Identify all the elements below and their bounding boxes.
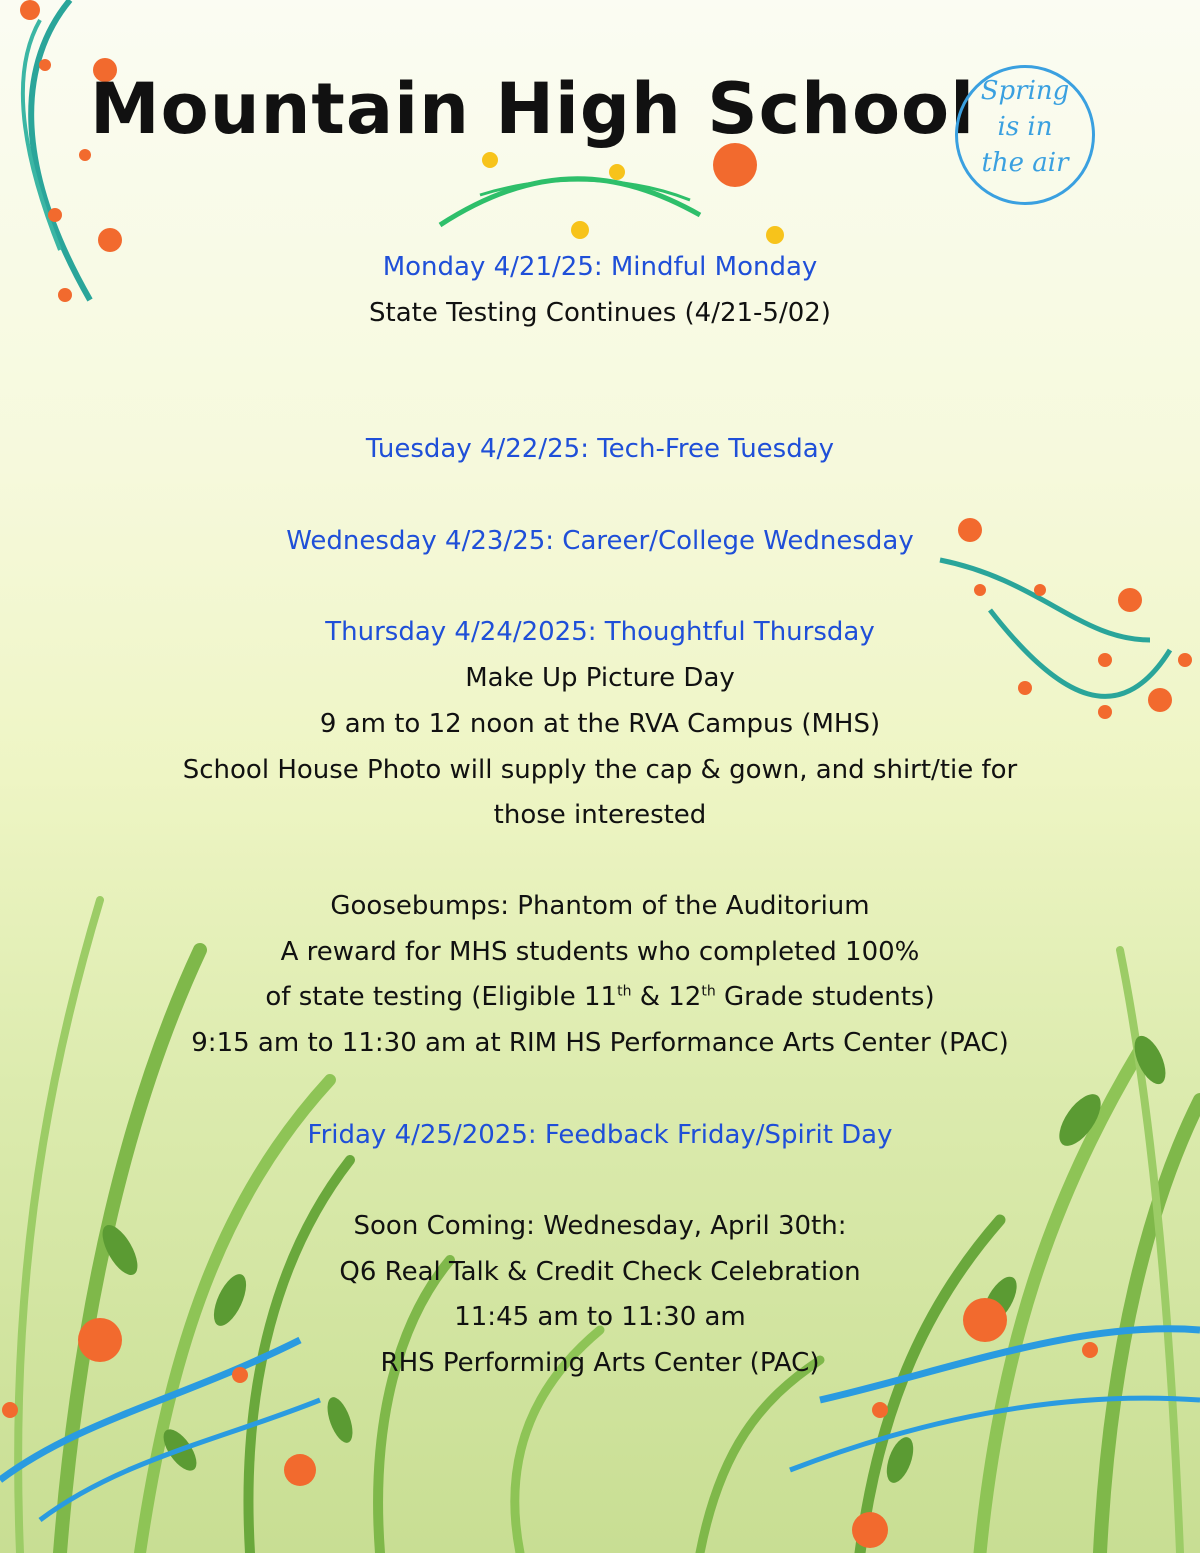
page-title: Mountain High School xyxy=(90,68,976,150)
goosebumps-eligible xyxy=(0,982,1200,1012)
soon-line-4: RHS Performing Arts Center (PAC) xyxy=(380,1348,820,1378)
eligible-pre: of state testing (Eligible 11 xyxy=(265,982,618,1012)
soon-line-2: Q6 Real Talk & Credit Check Celebration xyxy=(339,1257,861,1287)
eligible-sup-1: th xyxy=(617,983,632,1000)
monday-line-1: State Testing Continues (4/21-5/02) xyxy=(369,298,831,328)
badge-line-1: Spring xyxy=(980,76,1070,106)
tuesday-heading: Tuesday 4/22/25: Tech-Free Tuesday xyxy=(365,434,835,464)
eligible-sup-2: th xyxy=(701,983,716,1000)
thursday-line-2: 9 am to 12 noon at the RVA Campus (MHS) xyxy=(319,709,881,739)
eligible-mid: & 12 xyxy=(631,982,702,1012)
thursday-line-1: Make Up Picture Day xyxy=(465,663,735,693)
thursday-heading: Thursday 4/24/2025: Thoughtful Thursday xyxy=(325,617,875,647)
goosebumps-title: Goosebumps: Phantom of the Auditorium xyxy=(330,891,870,921)
badge-line-2: is in xyxy=(997,112,1053,142)
thursday-line-3: School House Photo will supply the cap & gown, and shirt/tie for xyxy=(182,755,1018,785)
soon-line-3: 11:45 am to 11:30 am xyxy=(454,1302,746,1332)
thursday-line-4: those interested xyxy=(493,800,707,830)
monday-heading: Monday 4/21/25: Mindful Monday xyxy=(382,252,818,282)
eligible-post: Grade students) xyxy=(715,982,935,1012)
badge-text xyxy=(955,73,1095,181)
soon-line-1: Soon Coming: Wednesday, April 30th: xyxy=(353,1211,847,1241)
badge-line-3: the air xyxy=(981,148,1069,178)
friday-heading: Friday 4/25/2025: Feedback Friday/Spirit Day xyxy=(307,1120,893,1150)
wednesday-heading: Wednesday 4/23/25: Career/College Wednesday xyxy=(286,526,914,556)
goosebumps-reward: A reward for MHS students who completed 100% xyxy=(280,937,920,967)
goosebumps-time: 9:15 am to 11:30 am at RIM HS Performance Arts Center (PAC) xyxy=(191,1028,1009,1058)
swirl-under-title xyxy=(440,179,700,225)
spring-badge xyxy=(945,55,1105,215)
